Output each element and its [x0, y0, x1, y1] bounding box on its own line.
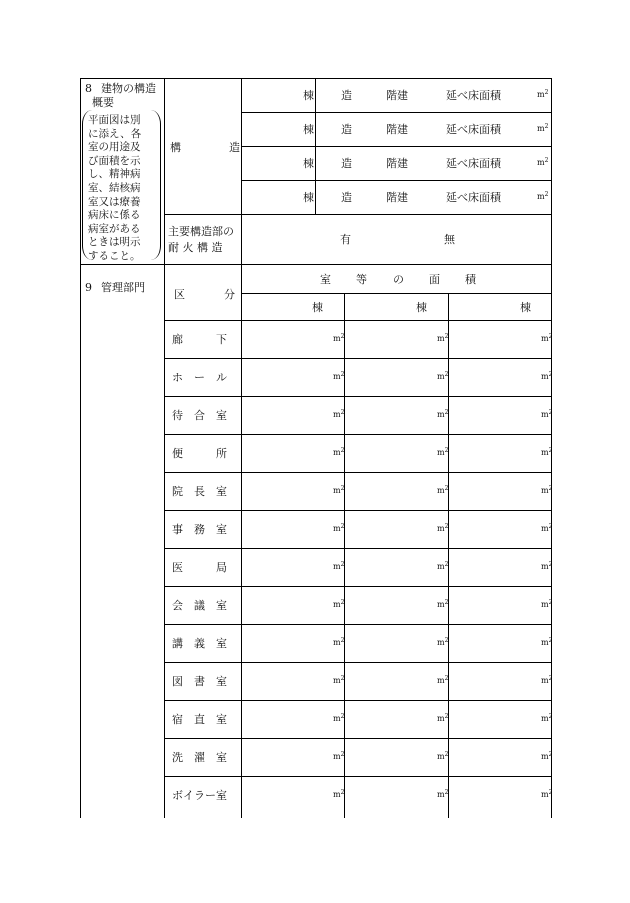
- kai-cell: 階建: [386, 191, 408, 204]
- unit-m2: $m^2$: [541, 485, 553, 495]
- row-line: [164, 214, 552, 215]
- mune-cell: 棟: [303, 191, 314, 204]
- section9-number: 9: [85, 281, 92, 294]
- unit-m2: $m^2$: [333, 447, 345, 457]
- unit-m2: $m^2$: [541, 751, 553, 761]
- area-header-char: 面: [429, 273, 440, 286]
- section8-title-line2: 概要: [92, 96, 114, 109]
- room-label: 会 議 室: [172, 599, 227, 612]
- room-label: 講 義 室: [172, 637, 227, 650]
- unit-m2: $m^2$: [333, 485, 345, 495]
- row-line: [164, 662, 552, 663]
- row-line: [164, 776, 552, 777]
- unit-m2: $m^2$: [437, 789, 449, 799]
- unit-m2: $m^2$: [437, 371, 449, 381]
- mune-header: 棟: [416, 301, 427, 314]
- row-line: [164, 624, 552, 625]
- room-label: 事 務 室: [172, 523, 227, 536]
- unit-m2: $m^2$: [437, 409, 449, 419]
- unit-m2: $m^2$: [333, 789, 345, 799]
- nobe-cell: 延べ床面積: [446, 157, 501, 170]
- unit-m2: $m^2$: [333, 637, 345, 647]
- nobe-cell: 延べ床面積: [446, 123, 501, 136]
- row-line: [241, 112, 552, 113]
- unit-m2: $m^2$: [333, 599, 345, 609]
- row-line: [164, 434, 552, 435]
- unit-m2: $m^2$: [541, 789, 553, 799]
- nobe-cell: 延べ床面積: [446, 89, 501, 102]
- area-header-char: 等: [356, 273, 367, 286]
- unit-m2: $m^2$: [333, 371, 345, 381]
- row-line: [164, 320, 552, 321]
- structure-label-2: 造: [229, 141, 240, 154]
- mune-cell: 棟: [303, 123, 314, 136]
- unit-m2: $m^2$: [437, 637, 449, 647]
- kai-cell: 階建: [386, 89, 408, 102]
- room-label: 待 合 室: [172, 409, 227, 422]
- room-label: 洗 濯 室: [172, 751, 227, 764]
- room-label: 図 書 室: [172, 675, 227, 688]
- unit-m2: $m^2$: [437, 599, 449, 609]
- unit-m2: $m^2$: [541, 333, 553, 343]
- unit-m2: $m^2$: [541, 675, 553, 685]
- unit-m2: $m^2$: [541, 599, 553, 609]
- section9-title: 管理部門: [101, 281, 145, 294]
- zou-cell: 造: [341, 123, 352, 136]
- section8-note: 平面図は別 に添え、各 室の用途及 び面積を示 し、精神病 室、結核病 室又は療養 病床に係る 病室がある ときは明示 すること。: [88, 114, 142, 262]
- row-line: [164, 738, 552, 739]
- room-label: 便 所: [172, 447, 227, 460]
- mune-header: 棟: [312, 301, 323, 314]
- unit-m2: $m^2$: [437, 675, 449, 685]
- room-label: ボイラー室: [172, 789, 227, 802]
- nobe-cell: 延べ床面積: [446, 191, 501, 204]
- unit-m2: $m^2$: [333, 333, 345, 343]
- table-divider-mune2: [448, 293, 449, 818]
- room-label: 医 局: [172, 561, 227, 574]
- unit-m2: $m^2$: [437, 333, 449, 343]
- zou-cell: 造: [341, 191, 352, 204]
- fireproof-label-1: 主要構造部の: [168, 225, 234, 238]
- table-divider-col1: [164, 78, 165, 818]
- unit-m2: $m^2$: [537, 191, 549, 201]
- unit-m2: $m^2$: [537, 123, 549, 133]
- unit-m2: $m^2$: [541, 447, 553, 457]
- unit-m2: $m^2$: [541, 561, 553, 571]
- row-line: [164, 700, 552, 701]
- fireproof-label-2: 耐 火 構 造: [168, 241, 223, 254]
- section8-number: 8: [85, 82, 92, 95]
- zou-cell: 造: [341, 89, 352, 102]
- row-line: [164, 510, 552, 511]
- section8-title-line1: 建物の構造: [101, 82, 156, 95]
- unit-m2: $m^2$: [541, 637, 553, 647]
- table-border-left: [80, 78, 81, 818]
- unit-m2: $m^2$: [333, 409, 345, 419]
- row-line: [164, 396, 552, 397]
- unit-m2: $m^2$: [333, 523, 345, 533]
- row-line: [164, 586, 552, 587]
- fireproof-no: 無: [444, 233, 455, 246]
- unit-m2: $m^2$: [541, 523, 553, 533]
- row-line: [164, 472, 552, 473]
- unit-m2: $m^2$: [437, 751, 449, 761]
- mune-cell: 棟: [303, 89, 314, 102]
- unit-m2: $m^2$: [437, 523, 449, 533]
- unit-m2: $m^2$: [333, 561, 345, 571]
- unit-m2: $m^2$: [437, 447, 449, 457]
- area-header-char: 積: [465, 273, 476, 286]
- unit-m2: $m^2$: [333, 675, 345, 685]
- unit-m2: $m^2$: [537, 157, 549, 167]
- table-divider-mune1: [344, 293, 345, 818]
- unit-m2: $m^2$: [333, 713, 345, 723]
- area-header-char: 室: [320, 273, 331, 286]
- row-line: [241, 146, 552, 147]
- kai-cell: 階建: [386, 123, 408, 136]
- kai-cell: 階建: [386, 157, 408, 170]
- unit-m2: $m^2$: [333, 751, 345, 761]
- unit-m2: $m^2$: [541, 409, 553, 419]
- mune-cell: 棟: [303, 157, 314, 170]
- row-line: [241, 180, 552, 181]
- table-border-top: [80, 78, 552, 79]
- kubun-label-2: 分: [224, 288, 235, 301]
- row-line: [164, 548, 552, 549]
- table-divider-col2: [241, 78, 242, 818]
- area-header-char: の: [393, 273, 404, 286]
- row-line: [164, 358, 552, 359]
- row-line: [241, 293, 552, 294]
- unit-m2: $m^2$: [437, 561, 449, 571]
- unit-m2: $m^2$: [437, 713, 449, 723]
- structure-label-1: 構: [170, 141, 181, 154]
- unit-m2: $m^2$: [437, 485, 449, 495]
- unit-m2: $m^2$: [537, 89, 549, 99]
- room-label: 院 長 室: [172, 485, 227, 498]
- kubun-label-1: 区: [174, 288, 185, 301]
- room-label: 廊 下: [172, 333, 227, 346]
- row-line: [80, 264, 552, 265]
- zou-cell: 造: [341, 157, 352, 170]
- unit-m2: $m^2$: [541, 713, 553, 723]
- unit-m2: $m^2$: [541, 371, 553, 381]
- room-label: ホ ー ル: [172, 371, 227, 384]
- fireproof-yes: 有: [340, 233, 351, 246]
- room-label: 宿 直 室: [172, 713, 227, 726]
- mune-header: 棟: [520, 301, 531, 314]
